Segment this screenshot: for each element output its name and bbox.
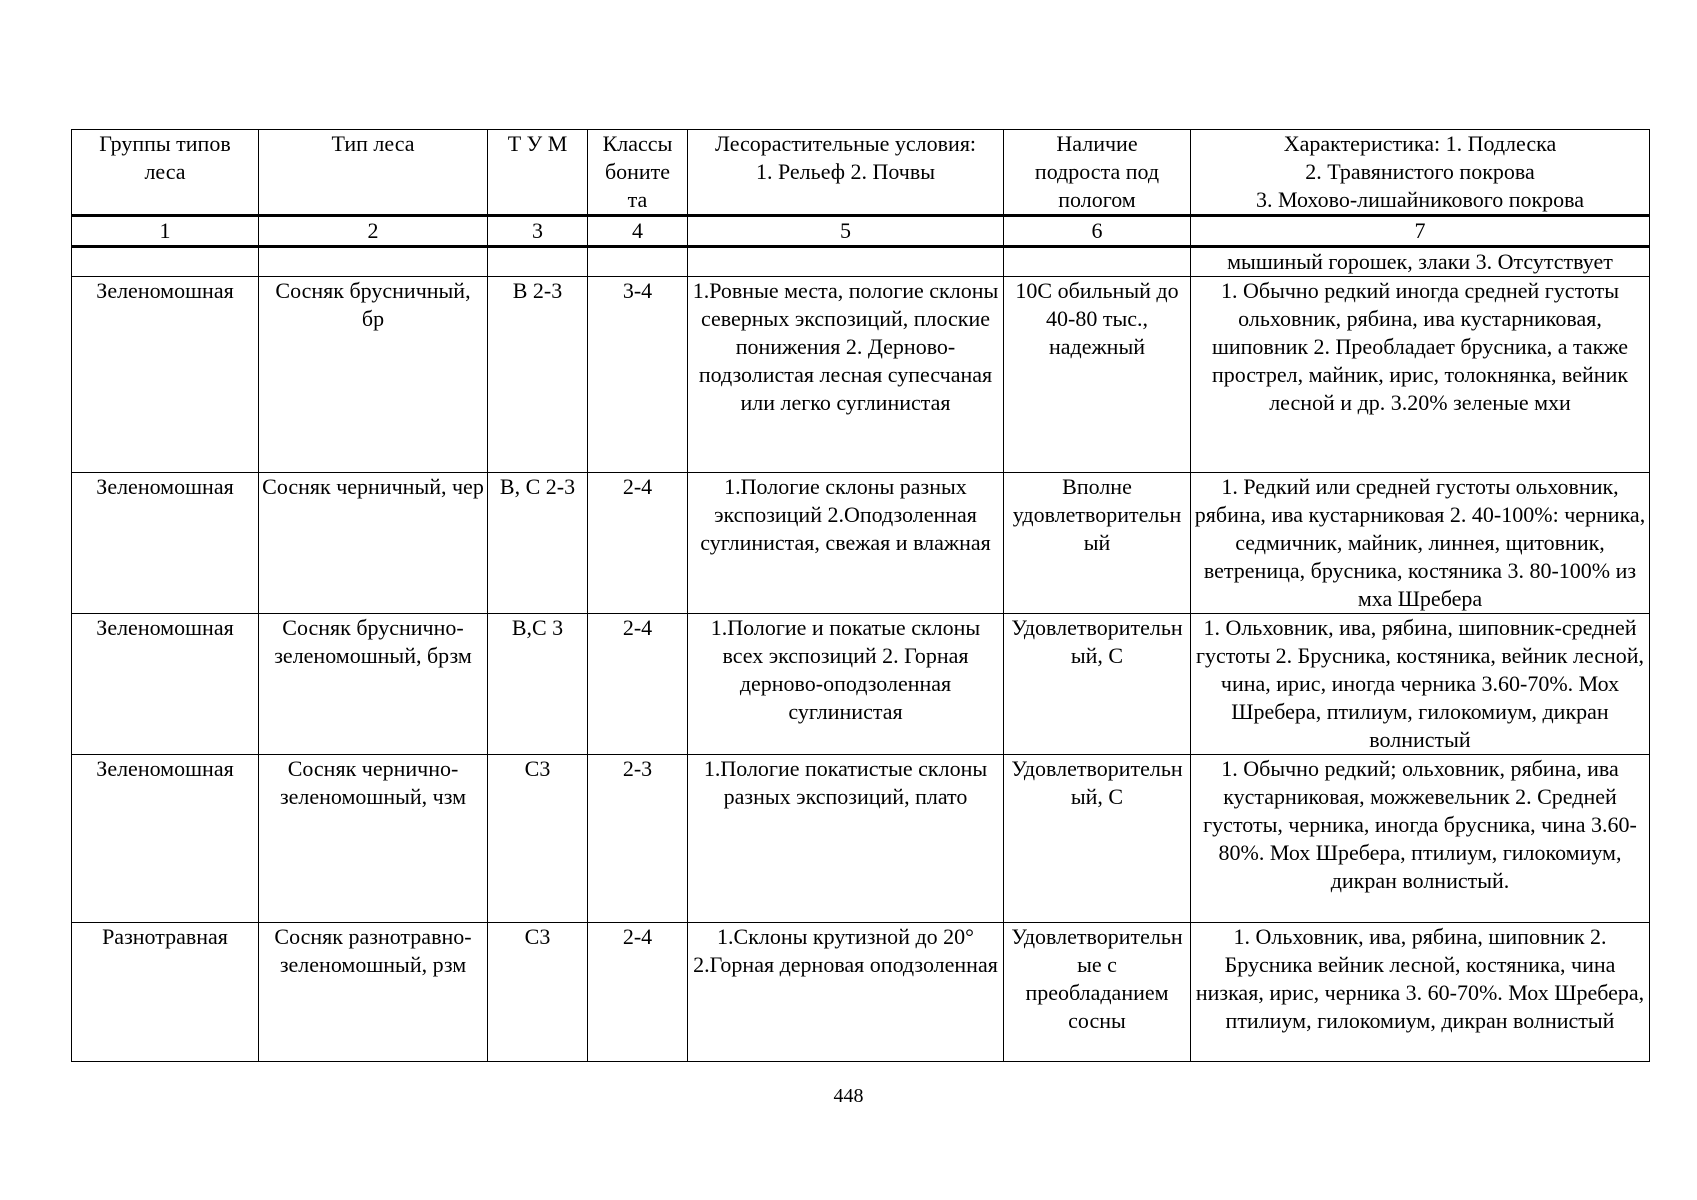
header-line: Тип леса	[331, 131, 415, 156]
undergrowth-cell: Удовлетворительный, С	[1004, 614, 1191, 755]
undergrowth-cell: Удовлетворительный, С	[1004, 755, 1191, 923]
tum-cell: В,С 3	[488, 614, 588, 755]
table-row	[72, 755, 1650, 923]
conditions-cell: 1.Пологие покатистые склоны разных экспозиций, плато	[688, 755, 1004, 923]
bonitet-cell: 2-4	[588, 473, 688, 614]
table-row	[72, 614, 1650, 755]
header-line: 2. Травянистого покрова	[1305, 159, 1535, 184]
header-line: Наличие	[1056, 131, 1138, 156]
forest-type-cell: Сосняк бруснично-зеленомошный, брзм	[259, 614, 488, 755]
forest-group-cell: Зеленомошная	[72, 755, 259, 923]
header-line: Классы	[602, 131, 673, 156]
forest-types-table	[71, 129, 1650, 1062]
bonitet-cell: 2-4	[588, 614, 688, 755]
header-line: 3. Мохово-лишайникового покрова	[1255, 187, 1585, 212]
characteristics-cell: 1. Ольховник, ива, рябина, шиповник 2. Брусника вейник лесной, костяника, чина низкая, ирис, черника 3. 60-70%. Мох Шребера, птилиум, гилокомиум, дикран волнистый	[1191, 923, 1650, 1062]
column-number: 6	[1004, 216, 1191, 247]
characteristics-cell: 1. Обычно редкий; ольховник, рябина, ива кустарниковая, можжевельник 2. Средней густоты, черника, иногда брусника, чина 3.60-80%. Мох Шребера, птилиум, гилокомиум, дикран волнистый.	[1191, 755, 1650, 923]
page-number: 448	[833, 1085, 864, 1107]
forest-type-cell: Сосняк черничный, чер	[259, 473, 488, 614]
header-line: Характеристика: 1. Подлеска	[1283, 131, 1557, 156]
header-cell	[488, 130, 588, 216]
table-cell	[688, 247, 1004, 277]
conditions-cell: 1.Пологие и покатые склоны всех экспозиций 2. Горная дерново-оподзоленная суглинистая	[688, 614, 1004, 755]
table-cell	[588, 247, 688, 277]
forest-group-cell: Зеленомошная	[72, 614, 259, 755]
characteristics-cell: 1. Ольховник, ива, рябина, шиповник-средней густоты 2. Брусника, костяника, вейник лесной, чина, ирис, иногда черника 3.60-70%. Мох Шребера, птилиум, гилокомиум, дикран волнистый	[1191, 614, 1650, 755]
forest-type-cell: Сосняк разнотравно-зеленомошный, рзм	[259, 923, 488, 1062]
bonitet-cell: 2-4	[588, 923, 688, 1062]
characteristics-cell: 1. Обычно редкий иногда средней густоты ольховник, рябина, ива кустарниковая, шиповник 2. Преобладает брусника, а также прострел, майник, ирис, толокнянка, вейник лесной и др. 3.20% зеленые мхи	[1191, 277, 1650, 473]
header-line: Т У М	[507, 131, 568, 156]
continuation-row	[72, 247, 1650, 277]
header-line: боните	[604, 159, 671, 184]
header-cell	[259, 130, 488, 216]
conditions-cell: 1.Ровные места, пологие склоны северных экспозиций, плоские понижения 2. Дерново-подзолистая лесная супесчаная или легко суглинистая	[688, 277, 1004, 473]
forest-group-cell: Разнотравная	[72, 923, 259, 1062]
header-line: Лесорастительные условия:	[714, 131, 977, 156]
forest-type-cell: Сосняк чернично-зеленомошный, чзм	[259, 755, 488, 923]
undergrowth-cell: Вполне удовлетворительный	[1004, 473, 1191, 614]
column-number: 7	[1191, 216, 1650, 247]
header-cell	[688, 130, 1004, 216]
header-cell	[1191, 130, 1650, 216]
conditions-cell: 1.Склоны крутизной до 20° 2.Горная дерновая оподзоленная	[688, 923, 1004, 1062]
undergrowth-cell: 10С обильный до 40-80 тыс., надежный	[1004, 277, 1191, 473]
header-line: подроста под	[1034, 159, 1160, 184]
tum-cell: С3	[488, 755, 588, 923]
bonitet-cell: 3-4	[588, 277, 688, 473]
forest-group-cell: Зеленомошная	[72, 473, 259, 614]
conditions-cell: 1.Пологие склоны разных экспозиций 2.Оподзоленная суглинистая, свежая и влажная	[688, 473, 1004, 614]
characteristics-cell: 1. Редкий или средней густоты ольховник, рябина, ива кустарниковая 2. 40-100%: черника, седмичник, майник, линнея, щитовник, ветреница, брусника, костяника 3. 80-100% из мха Шребера	[1191, 473, 1650, 614]
column-number-row	[72, 216, 1650, 247]
table-row	[72, 277, 1650, 473]
table-row	[72, 473, 1650, 614]
undergrowth-cell: Удовлетворительные с преобладанием сосны	[1004, 923, 1191, 1062]
table-cell	[488, 247, 588, 277]
table-cell	[72, 247, 259, 277]
column-number: 4	[588, 216, 688, 247]
bonitet-cell: 2-3	[588, 755, 688, 923]
header-line: леса	[144, 159, 186, 184]
header-cell	[1004, 130, 1191, 216]
table-cell: мышиный горошек, злаки 3. Отсутствует	[1191, 247, 1650, 277]
header-line: та	[627, 187, 648, 212]
forest-type-cell: Сосняк брусничный, бр	[259, 277, 488, 473]
table-row	[72, 923, 1650, 1062]
tum-cell: В 2-3	[488, 277, 588, 473]
column-number: 1	[72, 216, 259, 247]
tum-cell: В, С 2-3	[488, 473, 588, 614]
header-line: пологом	[1058, 187, 1136, 212]
column-number: 5	[688, 216, 1004, 247]
forest-group-cell: Зеленомошная	[72, 277, 259, 473]
column-number: 2	[259, 216, 488, 247]
header-line: 1. Рельеф 2. Почвы	[755, 159, 936, 184]
header-cell	[72, 130, 259, 216]
header-line: Группы типов	[99, 131, 231, 156]
column-number: 3	[488, 216, 588, 247]
tum-cell: С3	[488, 923, 588, 1062]
table-cell	[1004, 247, 1191, 277]
header-row	[72, 130, 1650, 216]
table-cell	[259, 247, 488, 277]
header-cell	[588, 130, 688, 216]
